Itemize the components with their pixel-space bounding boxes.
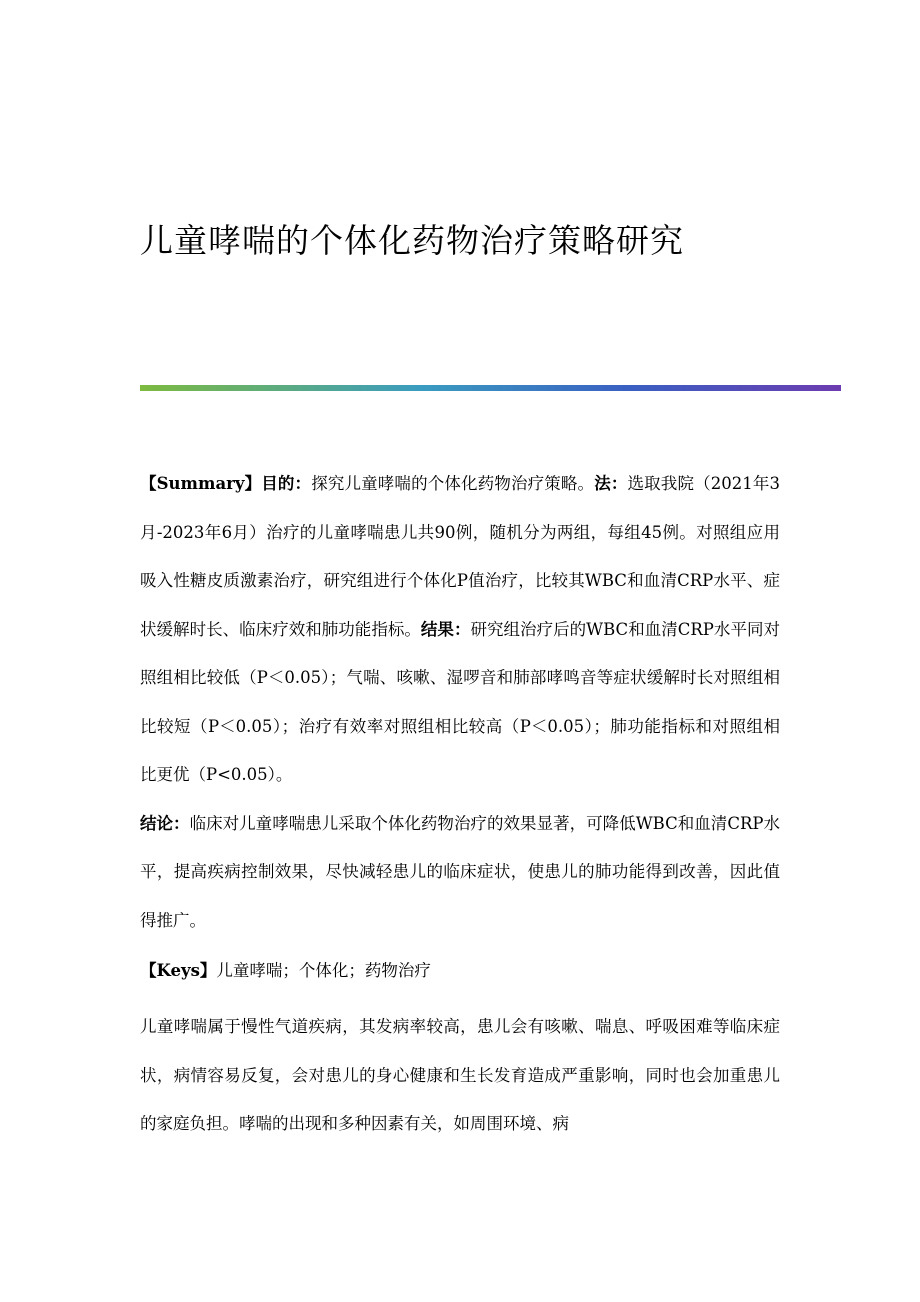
result-text: 研究组治疗后的WBC和血清CRP水平同对照组相比较低（P＜0.05）；气喘、咳嗽、湿啰音和肺部哮鸣音等症状缓解时长对照组相比较短（P＜0.05）；治疗有效率对照组相比较高（P＜0.05）；肺功能指标和对照组相比更优（P<0.05）。 [140,619,781,784]
summary-tag: 【Summary】 [140,474,262,493]
method-label: 法： [594,474,628,493]
intro-paragraph: 儿童哮喘属于慢性气道疾病，其发病率较高，患儿会有咳嗽、喘息、呼吸困难等临床症状，病情容易反复，会对患儿的身心健康和生长发育造成严重影响，同时也会加重患儿的家庭负担。哮喘的出现和多种因素有关，如周围环境、病 [140,1017,780,1133]
conclusion-label: 结论： [140,813,190,833]
conclusion-text: 临床对儿童哮喘患儿采取个体化药物治疗的效果显著，可降低WBC和血清CRP水平，提高疾病控制效果，尽快减轻患儿的临床症状，使患儿的肺功能得到改善，因此值得推广。 [140,813,781,930]
summary-paragraph [140,460,780,945]
purpose-text: 探究儿童哮喘的个体化药物治疗策略。 [311,474,595,493]
document-title: 儿童哮喘的个体化药物治疗策略研究 [140,221,684,260]
title-divider [140,385,841,391]
keys-tag: 【Keys】 [140,961,217,980]
result-label: 结果： [420,619,471,639]
keywords-paragraph [140,947,780,996]
keys-text: 儿童哮喘；个体化；药物治疗 [216,961,431,980]
method-text: 选取我院（2021年3月-2023年6月）治疗的儿童哮喘患儿共90例，随机分为两组，每组45例。对照组应用吸入性糖皮质激素治疗，研究组进行个体化P值治疗，比较其WBC和血清CRP水平、症状缓解时长、临床疗效和肺功能指标。 [140,474,781,639]
purpose-label: 目的： [261,474,312,493]
